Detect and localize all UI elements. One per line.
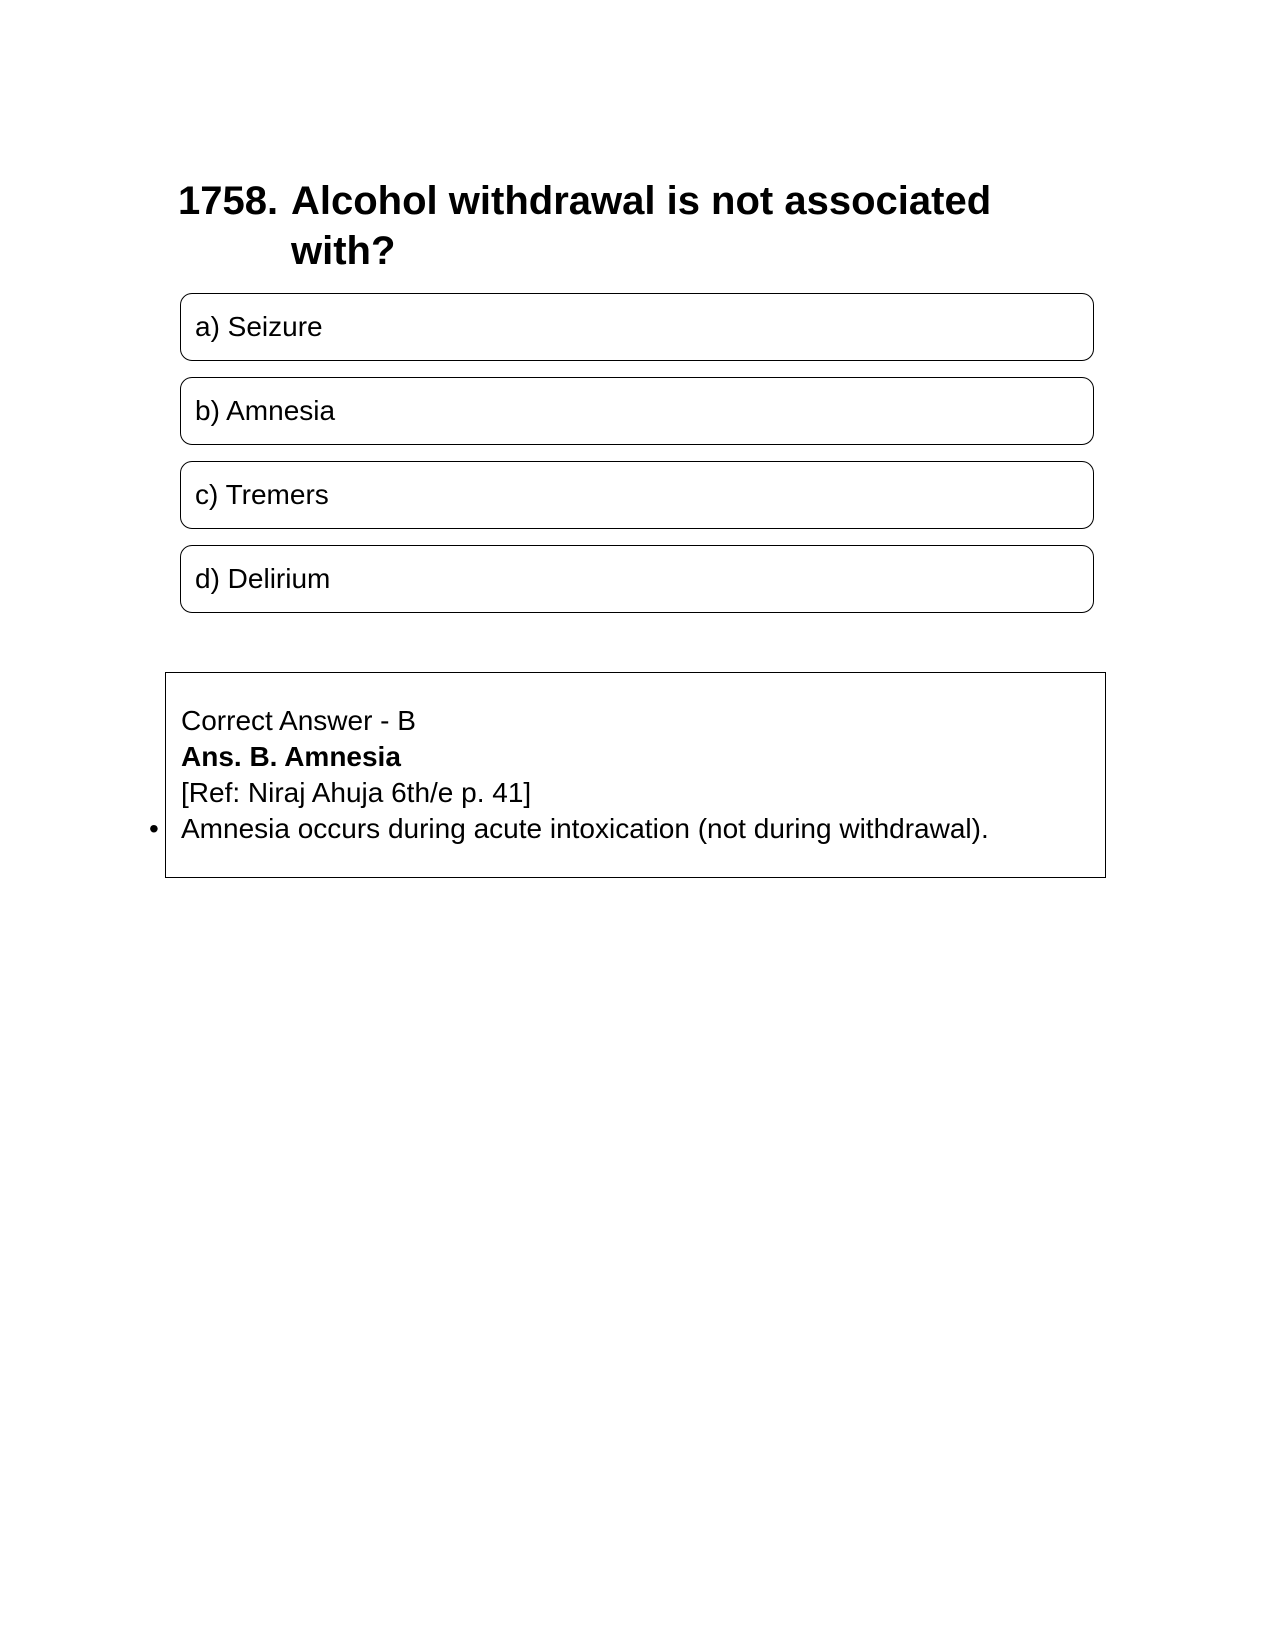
explanation-text: Amnesia occurs during acute intoxication (not during withdrawal). [181,813,989,844]
option-c[interactable] [180,461,1094,529]
option-a[interactable] [180,293,1094,361]
answer-reference: [Ref: Niraj Ahuja 6th/e p. 41] [181,777,532,808]
option-a-label: a) Seizure [195,311,323,342]
explanation-bullet-item [149,811,1105,847]
answer-explanation-box [149,672,1106,878]
option-d-label: d) Delirium [195,563,331,594]
question-text: Alcohol withdrawal is not associated with? [291,179,992,273]
question-number: 1758. [178,179,279,223]
option-c-label: c) Tremers [195,479,329,510]
options-list [180,293,1094,629]
option-d[interactable] [180,545,1094,613]
answer-heading: Ans. B. Amnesia [181,741,401,772]
question-heading [178,176,1078,276]
option-b-label: b) Amnesia [195,395,336,426]
bullet-icon: • [149,813,159,844]
correct-answer-line: Correct Answer - B [181,705,416,736]
option-b[interactable] [180,377,1094,445]
